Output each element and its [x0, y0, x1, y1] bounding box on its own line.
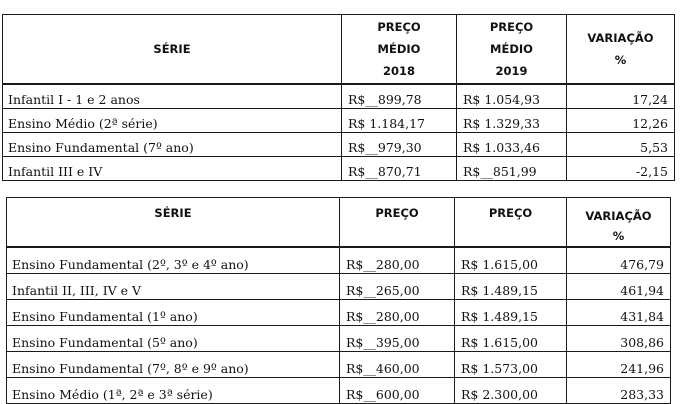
- row-variacao: 476,79: [567, 247, 671, 274]
- row-serie: Ensino Fundamental (7º, 8º e 9º ano): [7, 352, 340, 378]
- header-serie: SÉRIE: [3, 15, 342, 85]
- row-serie: Infantil I - 1 e 2 anos: [3, 84, 342, 109]
- row-serie: Ensino Fundamental (1º ano): [7, 300, 340, 326]
- row-price-2019: R$ 1.054,93: [457, 84, 567, 109]
- row-price-1: R$__460,00: [340, 352, 455, 378]
- table-row: [3, 109, 675, 133]
- row-price-1: R$__265,00: [340, 274, 455, 300]
- row-variacao: -2,15: [567, 157, 675, 181]
- row-price-2: R$ 1.489,15: [455, 274, 567, 300]
- header-price-2019: PREÇO MÉDIO 2019: [457, 15, 567, 85]
- row-variacao: 12,26: [567, 109, 675, 133]
- row-price-1: R$__280,00: [340, 300, 455, 326]
- row-price-1: R$__395,00: [340, 326, 455, 352]
- row-price-2: R$ 2.300,00: [455, 378, 567, 404]
- header-price-2: PREÇO: [455, 198, 567, 248]
- row-price-2: R$ 1.573,00: [455, 352, 567, 378]
- row-price-2: R$ 1.489,15: [455, 300, 567, 326]
- table-row: [3, 157, 675, 181]
- table-header-row: [3, 15, 675, 85]
- header-price-1: PREÇO: [340, 198, 455, 248]
- row-price-2019: R$ 1.033,46: [457, 133, 567, 157]
- header-price-2018: PREÇO MÉDIO 2018: [342, 15, 457, 85]
- row-serie: Ensino Fundamental (7º ano): [3, 133, 342, 157]
- row-serie: Infantil III e IV: [3, 157, 342, 181]
- header-variacao: VARIAÇÃO %: [567, 15, 675, 85]
- row-price-2: R$ 1.615,00: [455, 247, 567, 274]
- row-variacao: 5,53: [567, 133, 675, 157]
- row-variacao: 308,86: [567, 326, 671, 352]
- row-variacao: 17,24: [567, 84, 675, 109]
- row-variacao: 283,33: [567, 378, 671, 404]
- row-serie: Infantil II, III, IV e V: [7, 274, 340, 300]
- row-price-2019: R$__851,99: [457, 157, 567, 181]
- row-variacao: 431,84: [567, 300, 671, 326]
- table-row: [7, 326, 671, 352]
- table-row: [3, 133, 675, 157]
- row-price-1: R$__280,00: [340, 247, 455, 274]
- table-row: [7, 352, 671, 378]
- row-price-1: R$__600,00: [340, 378, 455, 404]
- row-serie: Ensino Médio (2ª série): [3, 109, 342, 133]
- row-price-2018: R$__870,71: [342, 157, 457, 181]
- table-row: [7, 274, 671, 300]
- row-price-2019: R$ 1.329,33: [457, 109, 567, 133]
- row-serie: Ensino Fundamental (2º, 3º e 4º ano): [7, 247, 340, 274]
- header-variacao: VARIAÇÃO %: [567, 198, 671, 248]
- price-table-2018-2019: [2, 14, 675, 181]
- row-serie: Ensino Fundamental (5º ano): [7, 326, 340, 352]
- header-serie: SÉRIE: [7, 198, 340, 248]
- table-header-row: [7, 198, 671, 248]
- row-variacao: 241,96: [567, 352, 671, 378]
- row-price-2018: R$__979,30: [342, 133, 457, 157]
- row-variacao: 461,94: [567, 274, 671, 300]
- price-variation-table: [6, 197, 671, 404]
- table-row: [3, 84, 675, 109]
- row-serie: Ensino Médio (1ª, 2ª e 3ª série): [7, 378, 340, 404]
- table-row: [7, 300, 671, 326]
- row-price-2018: R$__899,78: [342, 84, 457, 109]
- row-price-2: R$ 1.615,00: [455, 326, 567, 352]
- table-row: [7, 247, 671, 274]
- row-price-2018: R$ 1.184,17: [342, 109, 457, 133]
